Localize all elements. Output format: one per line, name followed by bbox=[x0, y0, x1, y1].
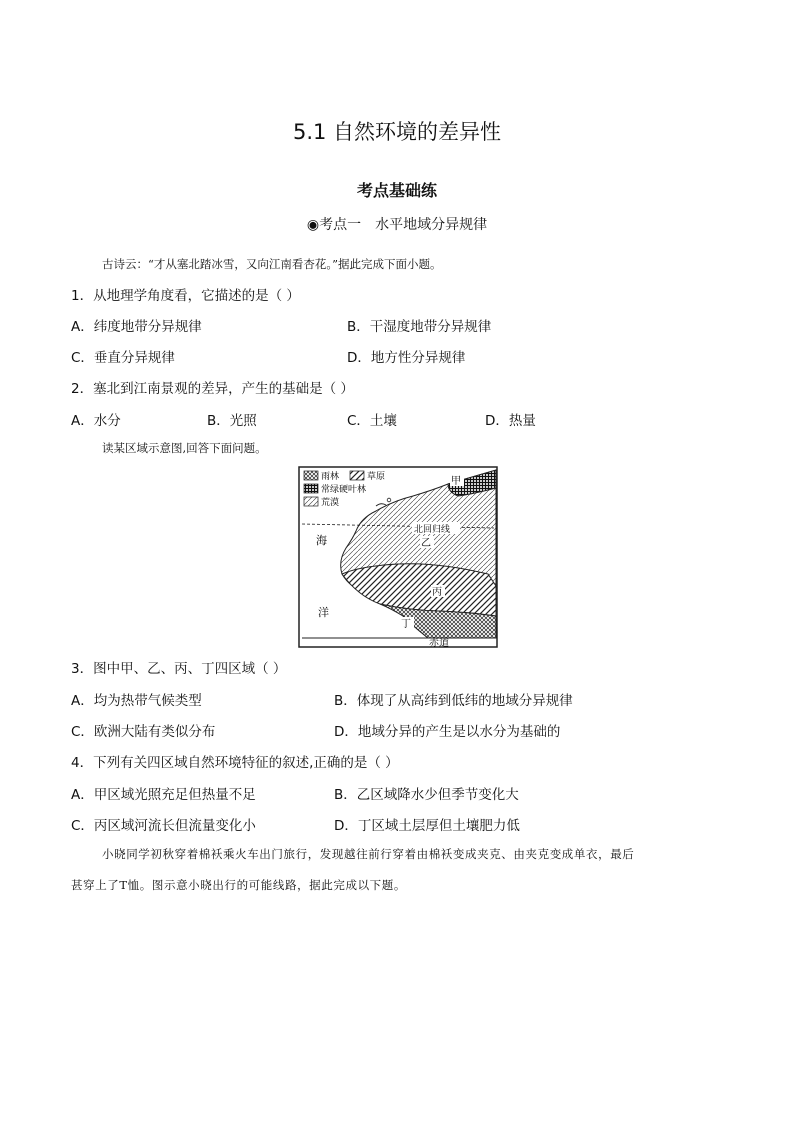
region-map bbox=[298, 466, 498, 648]
question-4-option-b: B．乙区域降水少但季节变化大 bbox=[334, 787, 519, 803]
legend-evergreen-swatch bbox=[304, 484, 318, 493]
region-label-ding: 丁 bbox=[401, 619, 411, 630]
section-heading: 考点基础练 bbox=[356, 181, 437, 200]
question-3-option-b: B．体现了从高纬到低纬的地域分异规律 bbox=[334, 693, 573, 709]
question-4-option-a: A．甲区域光照充足但热量不足 bbox=[71, 787, 256, 803]
question-1-option-c: C．垂直分异规律 bbox=[71, 350, 175, 366]
legend-rainforest-label: 雨林 bbox=[321, 472, 340, 482]
region-label-yi: 乙 bbox=[421, 538, 431, 549]
tropic-label: 北回归线 bbox=[414, 525, 451, 535]
legend-grassland-label: 草原 bbox=[367, 472, 386, 482]
ocean-label-1: 海 bbox=[316, 534, 327, 547]
subsection-heading: ◉考点一 水平地域分异规律 bbox=[306, 217, 488, 233]
question-2-option-b: B．光照 bbox=[207, 413, 257, 429]
question-4-option-c: C．丙区域河流长但流量变化小 bbox=[71, 818, 256, 834]
region-label-bing: 丙 bbox=[432, 587, 442, 598]
equator-label: 赤道 bbox=[429, 638, 449, 648]
question-2-stem: 2．塞北到江南景观的差异，产生的基础是（ ） bbox=[71, 381, 354, 397]
question-3-option-c: C．欧洲大陆有类似分布 bbox=[71, 724, 216, 740]
question-1-option-d: D．地方性分异规律 bbox=[347, 350, 466, 366]
legend-desert-swatch bbox=[304, 497, 318, 506]
question-3-option-a: A．均为热带气候类型 bbox=[71, 693, 202, 709]
question-1-stem: 1．从地理学角度看，它描述的是（ ） bbox=[71, 288, 300, 304]
region-label-jia: 甲 bbox=[451, 476, 461, 487]
question-4-stem: 4．下列有关四区域自然环境特征的叙述,正确的是（ ） bbox=[71, 755, 399, 771]
island-mark bbox=[387, 498, 391, 502]
intro-text-1: 古诗云：“才从塞北踏冰雪，又向江南看杏花。”据此完成下面小题。 bbox=[102, 257, 442, 271]
legend-rainforest-swatch bbox=[304, 471, 318, 480]
legend-desert-label: 荒漠 bbox=[321, 498, 340, 508]
paragraph-line-1: 小晓同学初秋穿着棉袄乘火车出门旅行，发现越往前行穿着由棉袄变成夹克、由夹克变成单衣，最后 bbox=[102, 847, 635, 861]
question-1-option-a: A．纬度地带分异规律 bbox=[71, 319, 202, 335]
page-title: 5.1 自然环境的差异性 bbox=[292, 120, 502, 144]
legend-grassland-swatch bbox=[350, 471, 364, 480]
question-2-option-d: D．热量 bbox=[485, 413, 536, 429]
intro-text-2: 读某区域示意图,回答下面问题。 bbox=[102, 441, 267, 455]
ocean-label-2: 洋 bbox=[318, 606, 329, 619]
legend-evergreen-label: 常绿硬叶林 bbox=[321, 485, 367, 495]
question-3-option-d: D．地域分异的产生是以水分为基础的 bbox=[334, 724, 561, 740]
question-1-option-b: B．干湿度地带分异规律 bbox=[347, 319, 492, 335]
question-3-stem: 3．图中甲、乙、丙、丁四区域（ ） bbox=[71, 661, 287, 677]
paragraph-line-2: 甚穿上了T恤。图示意小晓出行的可能线路，据此完成以下题。 bbox=[71, 878, 406, 892]
question-2-option-c: C．土壤 bbox=[347, 413, 397, 429]
question-2-option-a: A．水分 bbox=[71, 413, 121, 429]
question-4-option-d: D．丁区域土层厚但土壤肥力低 bbox=[334, 818, 520, 834]
